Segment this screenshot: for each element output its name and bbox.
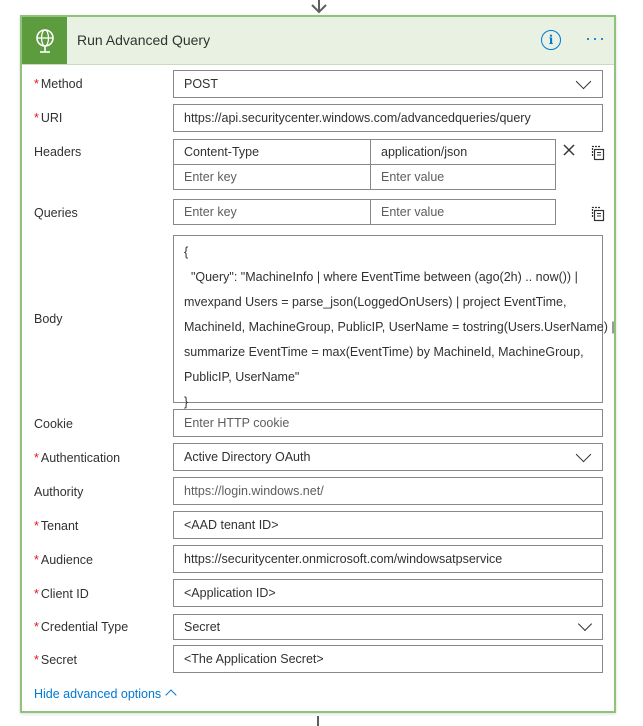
audience-label: * Audience [34, 553, 93, 567]
chevron-down-icon [576, 74, 592, 90]
flow-arrow-down-icon [309, 0, 329, 14]
queries-label: Queries [34, 206, 78, 220]
hide-advanced-options-label: Hide advanced options [34, 687, 162, 701]
switch-to-text-mode-icon[interactable] [590, 206, 606, 222]
credential-type-label: * Credential Type [34, 620, 129, 634]
authority-input[interactable]: https://login.windows.net/ [173, 477, 603, 505]
more-options-icon[interactable]: ··· [585, 28, 606, 48]
audience-input[interactable]: https://securitycenter.onmicrosoft.com/windowsatpservice [173, 545, 603, 573]
body-line: summarize EventTime = max(EventTime) by MachineId, MachineGroup, [184, 345, 584, 359]
body-line: { [184, 245, 189, 259]
query-key-input[interactable]: Enter key [173, 199, 371, 225]
body-line: } [184, 395, 189, 409]
client-id-input[interactable]: <Application ID> [173, 579, 603, 607]
body-line: MachineId, MachineGroup, PublicIP, UserName = tostring(Users.UserName) | [184, 320, 615, 334]
uri-input[interactable]: https://api.securitycenter.windows.com/advancedqueries/query [173, 104, 603, 132]
cookie-label: Cookie [34, 417, 73, 431]
chevron-down-icon [576, 447, 592, 463]
switch-to-text-mode-icon[interactable] [590, 145, 606, 161]
body-line: PublicIP, UserName" [184, 370, 300, 384]
close-icon[interactable] [562, 143, 576, 157]
authentication-dropdown[interactable]: Active Directory OAuth [173, 443, 603, 471]
authority-label: Authority [34, 485, 84, 499]
client-id-label: * Client ID [34, 587, 89, 601]
action-card [20, 15, 616, 713]
header-key-input[interactable]: Content-Type [173, 139, 371, 165]
chevron-up-icon [166, 689, 177, 700]
action-title: Run Advanced Query [77, 32, 211, 48]
secret-input[interactable]: <The Application Secret> [173, 645, 603, 673]
credential-type-dropdown[interactable]: Secret [173, 614, 603, 640]
secret-label: * Secret [34, 653, 78, 667]
body-line: "Query": "MachineInfo | where EventTime between (ago(2h) .. now()) | [184, 270, 578, 284]
tenant-label: * Tenant [34, 519, 79, 533]
uri-label: * URI [34, 111, 63, 125]
headers-label: Headers [34, 145, 82, 159]
body-label: Body [34, 312, 63, 326]
authentication-label: * Authentication [34, 451, 121, 465]
body-line: mvexpand Users = parse_json(LoggedOnUsers) | project EventTime, [184, 295, 567, 309]
method-label: * Method [34, 77, 83, 91]
flow-connector-line [317, 716, 319, 726]
tenant-input[interactable]: <AAD tenant ID> [173, 511, 603, 539]
cookie-input[interactable]: Enter HTTP cookie [173, 409, 603, 437]
info-icon[interactable]: i [541, 30, 561, 50]
hide-advanced-options-link[interactable] [34, 687, 175, 701]
chevron-down-icon [578, 617, 592, 631]
method-dropdown[interactable]: POST [173, 70, 603, 98]
card-header[interactable] [22, 17, 614, 65]
body-textarea[interactable] [173, 235, 615, 409]
header-key-input-empty[interactable]: Enter key [173, 164, 371, 190]
query-value-input[interactable]: Enter value [370, 199, 556, 225]
header-value-input[interactable]: application/json [370, 139, 556, 165]
globe-icon [22, 17, 67, 64]
header-value-input-empty[interactable]: Enter value [370, 164, 556, 190]
